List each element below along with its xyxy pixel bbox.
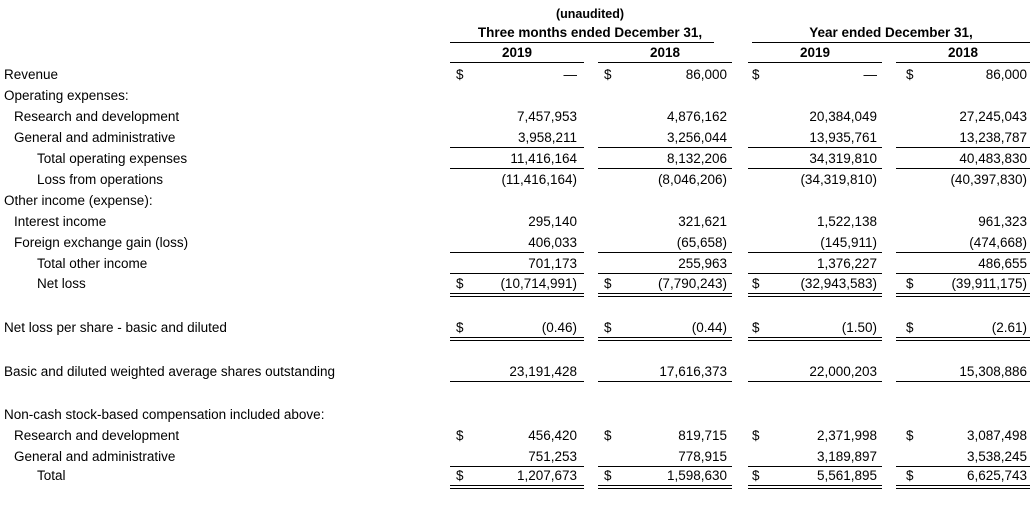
dollar-sign: $ bbox=[752, 428, 760, 443]
table-cell: 819,715 bbox=[678, 428, 727, 443]
table-cell: 778,915 bbox=[678, 449, 727, 464]
row-label: Interest income bbox=[14, 214, 107, 229]
year-header-col4: 2018 bbox=[947, 45, 979, 60]
row-label: Net loss per share - basic and diluted bbox=[4, 320, 227, 335]
dollar-sign: $ bbox=[906, 428, 914, 443]
table-cell: 23,191,428 bbox=[509, 364, 577, 379]
table-cell: 2,371,998 bbox=[816, 428, 877, 443]
unaudited-label: (unaudited) bbox=[555, 7, 625, 21]
year-rule-col4 bbox=[896, 62, 1030, 63]
dollar-sign: $ bbox=[604, 67, 612, 82]
underline bbox=[748, 252, 882, 253]
year-header-col2: 2018 bbox=[649, 45, 681, 60]
table-cell: 1,522,138 bbox=[816, 214, 877, 229]
underline bbox=[748, 381, 882, 382]
table-cell: (145,911) bbox=[820, 235, 877, 250]
dollar-sign: $ bbox=[906, 320, 914, 335]
table-cell: 6,625,743 bbox=[966, 468, 1027, 483]
dollar-sign: $ bbox=[752, 67, 760, 82]
underline bbox=[896, 273, 1030, 274]
table-cell: (7,790,243) bbox=[657, 276, 727, 291]
underline bbox=[450, 168, 584, 169]
underline bbox=[450, 488, 584, 489]
table-cell: 20,384,049 bbox=[809, 109, 877, 124]
table-cell: 1,207,673 bbox=[516, 468, 577, 483]
underline bbox=[450, 340, 584, 341]
underline bbox=[598, 296, 732, 297]
table-cell: 17,616,373 bbox=[659, 364, 727, 379]
table-cell: 3,538,245 bbox=[966, 449, 1027, 464]
underline bbox=[896, 293, 1030, 294]
table-cell: (40,397,830) bbox=[950, 172, 1027, 187]
dollar-sign: $ bbox=[906, 67, 914, 82]
underline bbox=[598, 147, 732, 148]
row-label: Total operating expenses bbox=[37, 151, 188, 166]
table-cell: 406,033 bbox=[528, 235, 577, 250]
table-cell: — bbox=[563, 67, 577, 82]
table-cell: 13,935,761 bbox=[809, 130, 877, 145]
underline bbox=[748, 485, 882, 486]
underline bbox=[748, 488, 882, 489]
underline bbox=[598, 168, 732, 169]
underline bbox=[450, 466, 584, 467]
row-label: Other income (expense): bbox=[4, 193, 153, 208]
row-label: Net loss bbox=[37, 276, 86, 291]
row-label: Foreign exchange gain (loss) bbox=[14, 235, 189, 250]
table-cell: 13,238,787 bbox=[959, 130, 1027, 145]
row-label: Non-cash stock-based compensation included above: bbox=[4, 407, 325, 422]
table-cell: 27,245,043 bbox=[959, 109, 1027, 124]
dollar-sign: $ bbox=[906, 468, 914, 483]
table-cell: 321,621 bbox=[678, 214, 727, 229]
underline bbox=[896, 485, 1030, 486]
table-cell: 7,457,953 bbox=[516, 109, 577, 124]
underline bbox=[598, 485, 732, 486]
table-cell: 40,483,830 bbox=[959, 151, 1027, 166]
underline bbox=[450, 293, 584, 294]
row-label: Total other income bbox=[37, 256, 148, 271]
underline bbox=[896, 340, 1030, 341]
header-rule-three-months bbox=[450, 42, 714, 43]
underline bbox=[598, 488, 732, 489]
dollar-sign: $ bbox=[456, 320, 464, 335]
table-cell: (0.44) bbox=[691, 320, 727, 335]
table-cell: (32,943,583) bbox=[800, 276, 877, 291]
dollar-sign: $ bbox=[456, 67, 464, 82]
underline bbox=[598, 252, 732, 253]
underline bbox=[450, 252, 584, 253]
underline bbox=[450, 296, 584, 297]
underline bbox=[598, 273, 732, 274]
table-cell: (1.50) bbox=[841, 320, 877, 335]
table-cell: 3,958,211 bbox=[517, 130, 577, 145]
underline bbox=[748, 147, 882, 148]
table-cell: 5,561,895 bbox=[816, 468, 877, 483]
dollar-sign: $ bbox=[456, 276, 464, 291]
table-cell: 4,876,162 bbox=[666, 109, 727, 124]
dollar-sign: $ bbox=[752, 276, 760, 291]
underline bbox=[896, 381, 1030, 382]
row-label: Loss from operations bbox=[37, 172, 164, 187]
table-cell: 456,420 bbox=[528, 428, 577, 443]
table-cell: 701,173 bbox=[528, 256, 577, 271]
underline bbox=[748, 466, 882, 467]
underline bbox=[748, 337, 882, 338]
table-cell: 295,140 bbox=[528, 214, 577, 229]
table-cell: 1,376,227 bbox=[816, 256, 877, 271]
dollar-sign: $ bbox=[604, 320, 612, 335]
row-label: Revenue bbox=[4, 67, 59, 82]
dollar-sign: $ bbox=[456, 428, 464, 443]
underline bbox=[896, 466, 1030, 467]
table-cell: 3,256,044 bbox=[666, 130, 727, 145]
year-rule-col3 bbox=[748, 62, 882, 63]
table-cell: 86,000 bbox=[685, 67, 727, 82]
table-cell: (0.46) bbox=[541, 320, 577, 335]
dollar-sign: $ bbox=[604, 276, 612, 291]
row-label: Total bbox=[37, 468, 66, 483]
underline bbox=[450, 273, 584, 274]
table-cell: (34,319,810) bbox=[800, 172, 877, 187]
underline bbox=[896, 252, 1030, 253]
table-cell: (2.61) bbox=[991, 320, 1027, 335]
underline bbox=[896, 147, 1030, 148]
year-rule-col2 bbox=[598, 62, 732, 63]
table-cell: (10,714,991) bbox=[500, 276, 577, 291]
table-cell: 3,087,498 bbox=[966, 428, 1027, 443]
year-rule-col1 bbox=[450, 62, 584, 63]
underline bbox=[598, 381, 732, 382]
table-cell: (39,911,175) bbox=[951, 276, 1027, 291]
dollar-sign: $ bbox=[906, 276, 914, 291]
row-label: General and administrative bbox=[14, 130, 176, 145]
underline bbox=[896, 488, 1030, 489]
row-label: General and administrative bbox=[14, 449, 176, 464]
underline bbox=[896, 168, 1030, 169]
table-cell: (8,046,206) bbox=[657, 172, 727, 187]
table-cell: 255,963 bbox=[678, 256, 727, 271]
underline bbox=[896, 337, 1030, 338]
row-label: Operating expenses: bbox=[4, 88, 129, 103]
underline bbox=[450, 381, 584, 382]
table-cell: (474,668) bbox=[969, 235, 1027, 250]
underline bbox=[598, 337, 732, 338]
table-cell: 11,416,164 bbox=[510, 151, 577, 166]
table-cell: 22,000,203 bbox=[809, 364, 877, 379]
table-cell: 486,655 bbox=[978, 256, 1027, 271]
underline bbox=[748, 168, 882, 169]
table-cell: 8,132,206 bbox=[666, 151, 727, 166]
three-months-header: Three months ended December 31, bbox=[477, 25, 703, 40]
dollar-sign: $ bbox=[604, 428, 612, 443]
year-header-col3: 2019 bbox=[799, 45, 831, 60]
table-cell: (65,658) bbox=[676, 235, 727, 250]
table-cell: 1,598,630 bbox=[666, 468, 727, 483]
dollar-sign: $ bbox=[752, 468, 760, 483]
row-label: Basic and diluted weighted average shares outstanding bbox=[4, 364, 335, 379]
table-cell: 751,253 bbox=[528, 449, 577, 464]
underline bbox=[748, 293, 882, 294]
dollar-sign: $ bbox=[604, 468, 612, 483]
underline bbox=[748, 296, 882, 297]
dollar-sign: $ bbox=[456, 468, 464, 483]
table-cell: 961,323 bbox=[978, 214, 1027, 229]
header-rule-year bbox=[752, 42, 1030, 43]
row-label: Research and development bbox=[14, 428, 180, 443]
table-cell: — bbox=[863, 67, 877, 82]
underline bbox=[598, 340, 732, 341]
underline bbox=[450, 485, 584, 486]
underline bbox=[896, 296, 1030, 297]
table-cell: 86,000 bbox=[985, 67, 1027, 82]
year-header-col1: 2019 bbox=[501, 45, 533, 60]
underline bbox=[450, 337, 584, 338]
underline bbox=[598, 466, 732, 467]
dollar-sign: $ bbox=[752, 320, 760, 335]
row-label: Research and development bbox=[14, 109, 180, 124]
underline bbox=[450, 147, 584, 148]
underline bbox=[748, 340, 882, 341]
table-cell: (11,416,164) bbox=[501, 172, 577, 187]
table-cell: 3,189,897 bbox=[816, 449, 877, 464]
table-cell: 34,319,810 bbox=[809, 151, 877, 166]
underline bbox=[748, 273, 882, 274]
underline bbox=[598, 293, 732, 294]
table-cell: 15,308,886 bbox=[959, 364, 1027, 379]
year-ended-header: Year ended December 31, bbox=[809, 25, 973, 40]
